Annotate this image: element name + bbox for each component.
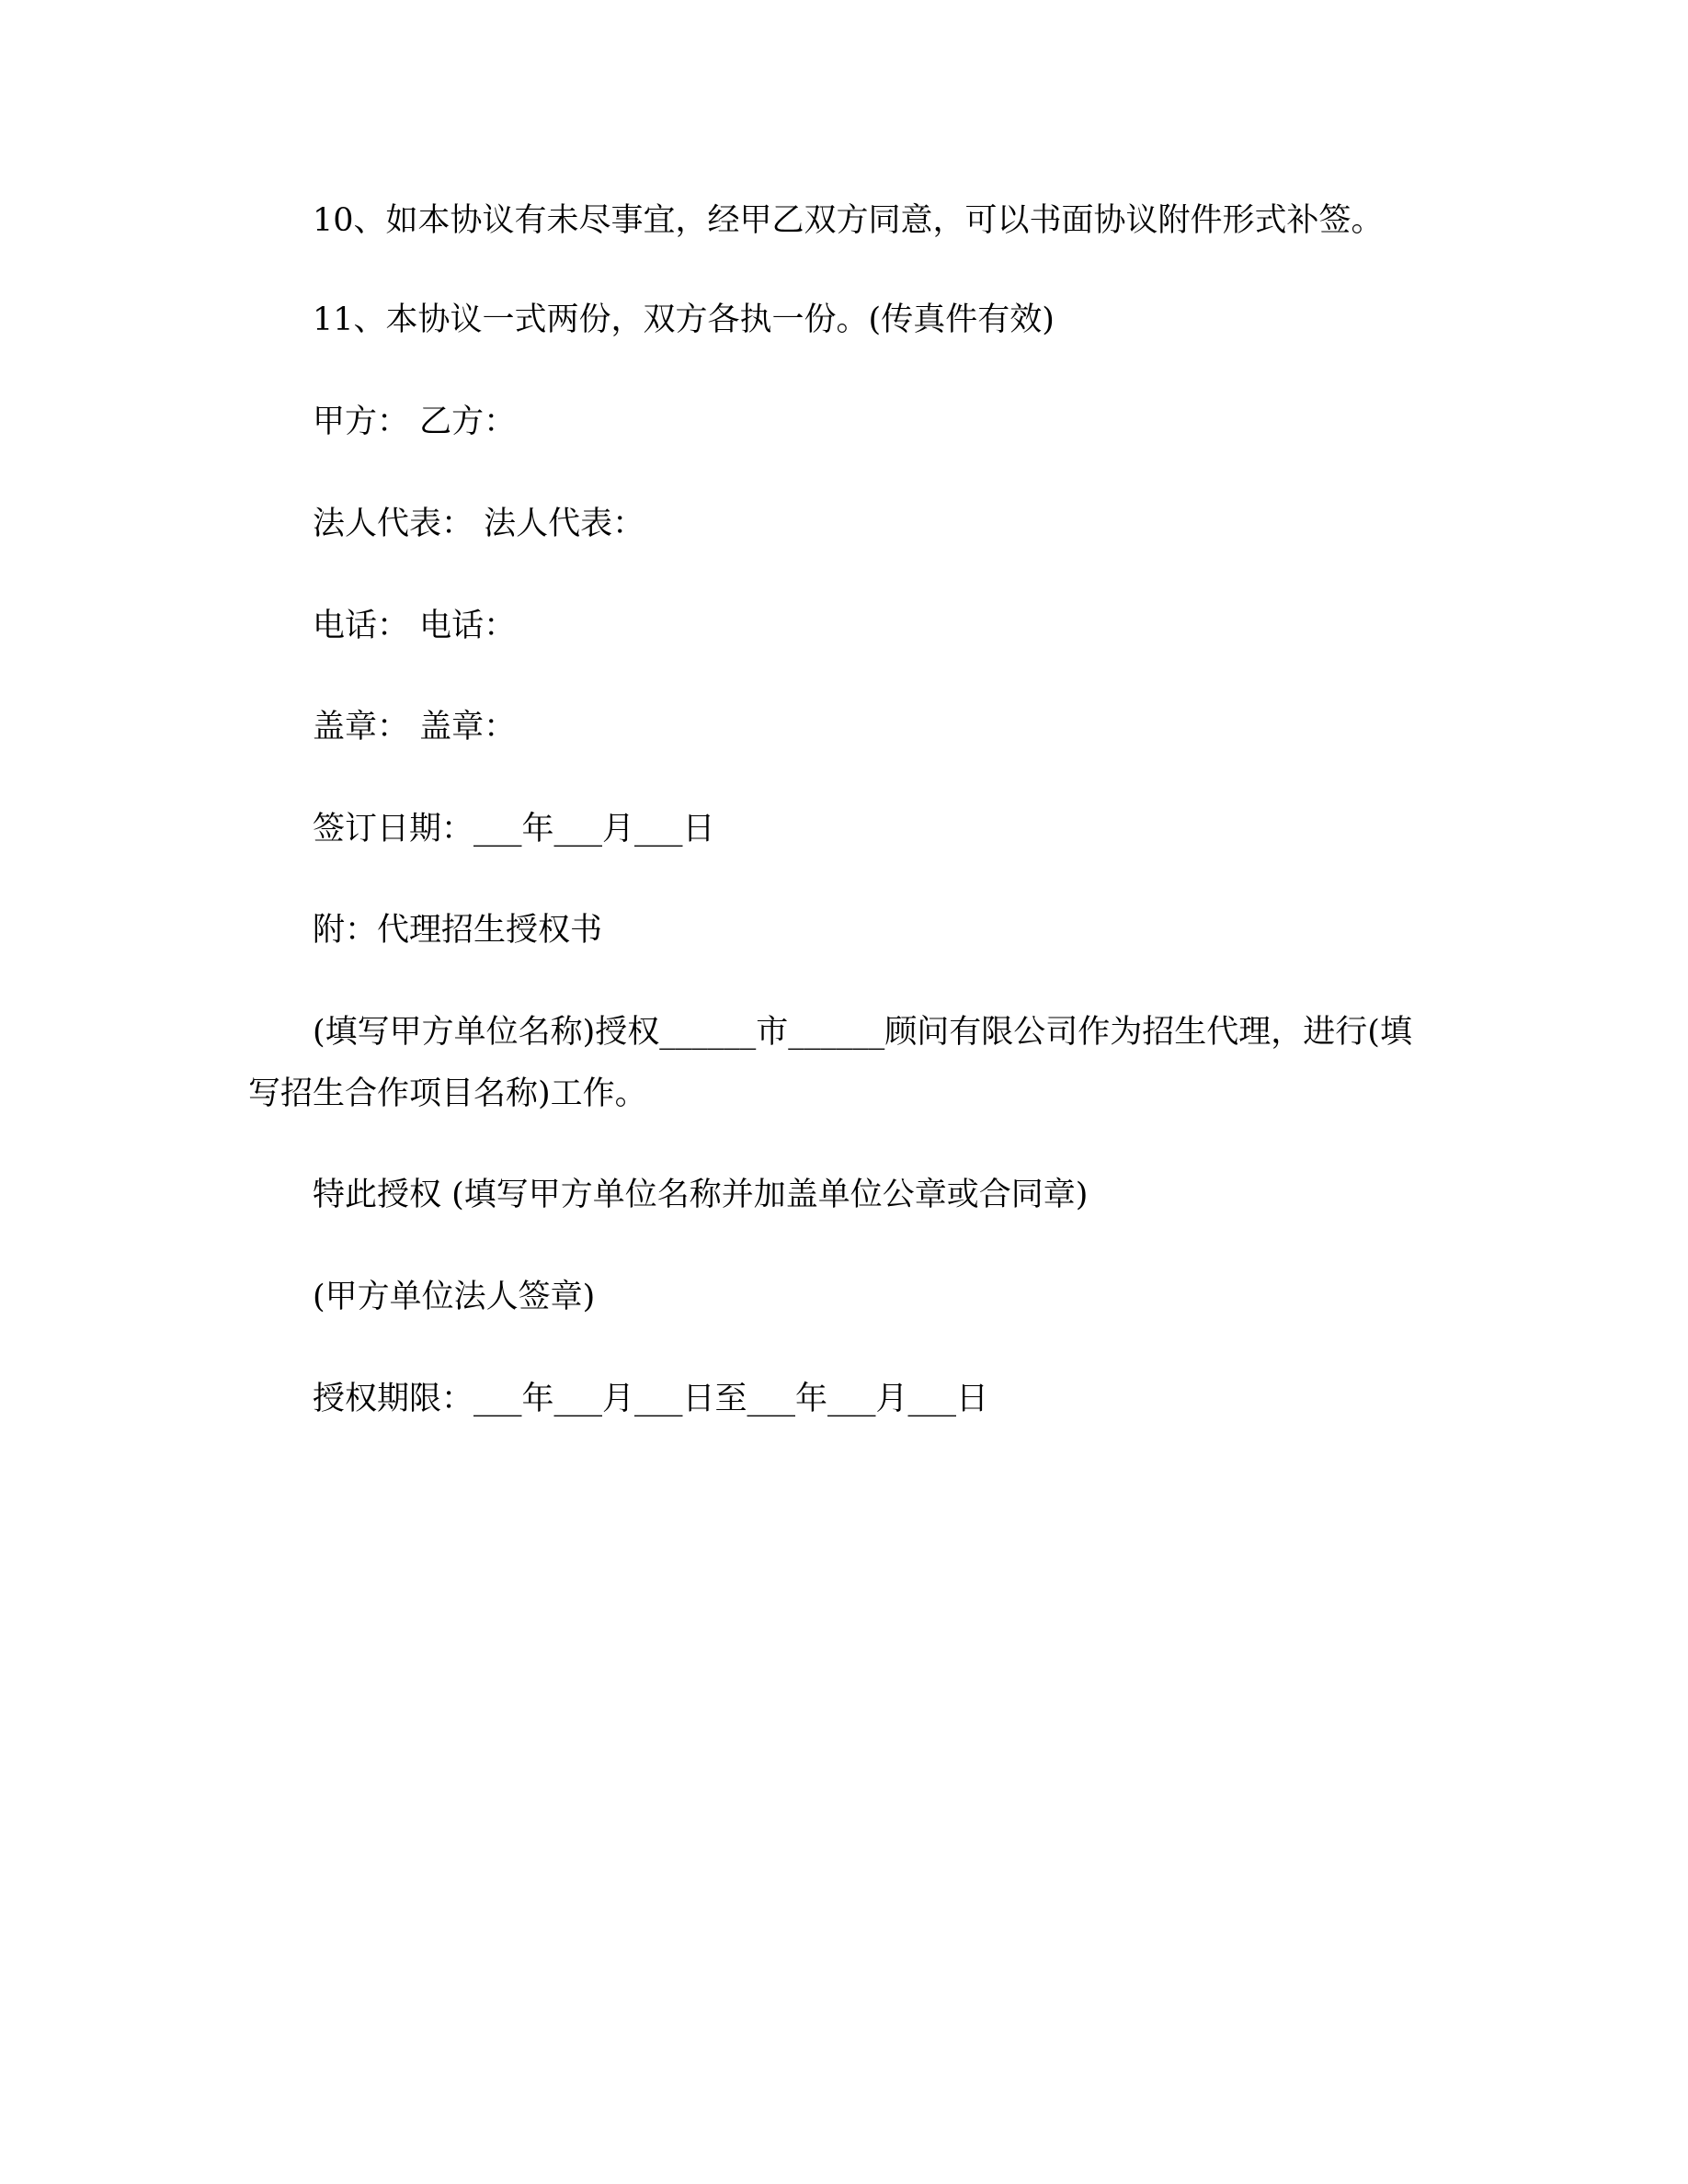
sign-date-line: 签订日期：___年___月___日 xyxy=(313,811,715,847)
party-line: 甲方： 乙方： xyxy=(313,404,517,440)
clause-11: 11、本协议一式两份，双方各执一份。(传真件有效) xyxy=(313,301,1055,338)
attachment-title: 附：代理招生授权书 xyxy=(313,912,603,949)
auth-text-line-1: (填写甲方单位名称)授权______市______顾问有限公司作为招生代理，进行(填 xyxy=(313,1014,1412,1051)
legal-rep-line: 法人代表： 法人代表： xyxy=(313,506,645,542)
special-auth: 特此授权 (填写甲方单位名称并加盖单位公章或合同章) xyxy=(313,1177,1089,1213)
seal-line: 盖章： 盖章： xyxy=(313,709,517,745)
auth-text-line-2: 写招生合作项目名称)工作。 xyxy=(248,1075,647,1112)
clause-10: 10、如本协议有未尽事宜，经甲乙双方同意，可以书面协议附件形式补签。 xyxy=(313,202,1384,239)
auth-period: 授权期限：___年___月___日至___年___月___日 xyxy=(313,1381,989,1417)
phone-line: 电话： 电话： xyxy=(313,608,517,644)
legal-seal: (甲方单位法人签章) xyxy=(313,1279,596,1315)
